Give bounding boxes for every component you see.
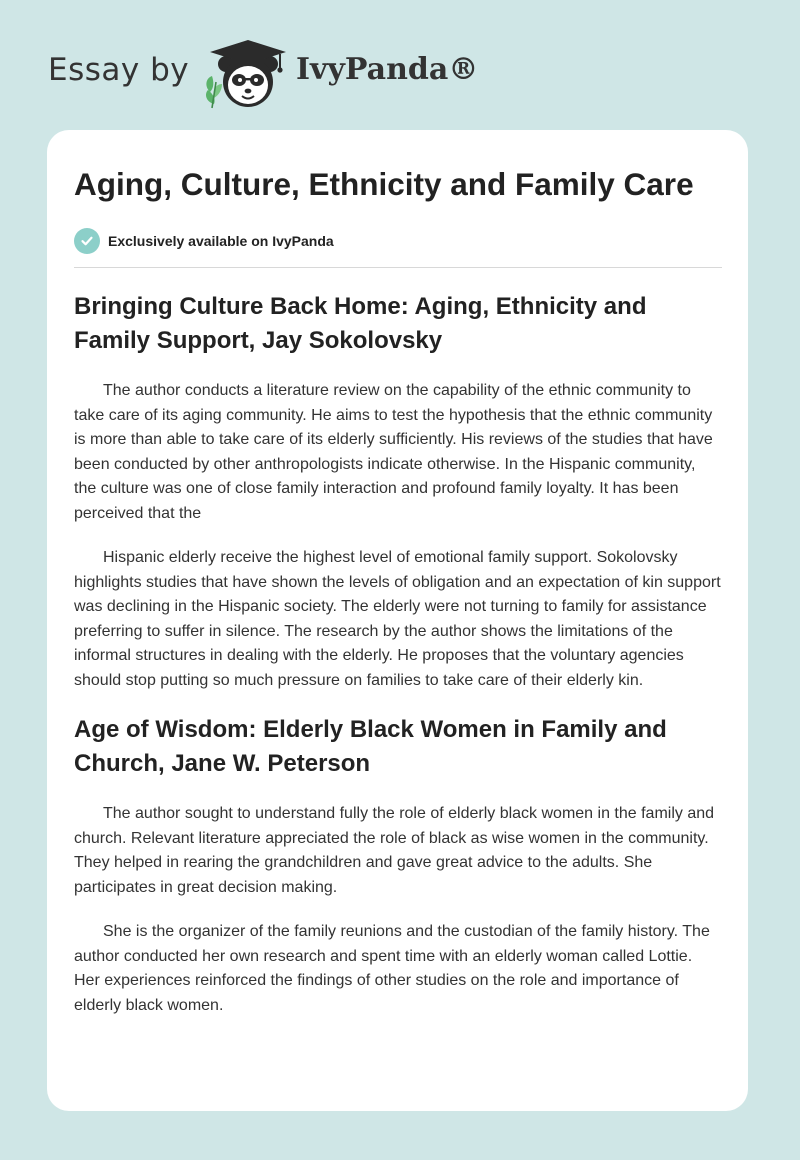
paragraph: The author sought to understand fully the role of elderly black women in the family and church. Relevant literature appreciated the role of black as wise women in the community. They helped in rearing the grandchildren and gave great advice to the adults. She participates in great decision making. xyxy=(74,805,715,896)
paragraph: The author conducts a literature review on the capability of the ethnic community to take care of its aging community. He aims to test the hypothesis that the ethnic community is more than able to take care of its elderly sufficiently. His reviews of the studies that have been conducted by other anthropologists indicate otherwise. In the Hispanic community, the culture was one of close family interaction and profound family loyalty. It has been perceived that the xyxy=(74,382,713,522)
divider xyxy=(74,267,722,268)
section-heading: Bringing Culture Back Home: Aging, Ethnicity and Family Support, Jay Sokolovsky xyxy=(74,293,647,354)
panda-graduate-icon xyxy=(200,34,292,110)
check-icon xyxy=(74,228,100,254)
brand-name: IvyPanda® xyxy=(296,52,479,87)
paragraph: Hispanic elderly receive the highest level of emotional family support. Sokolovsky highlights studies that have shown the levels of obligation and an expectation of kin support was declining in the Hispanic society. The elderly were not turning to family for assistance preferring to suffer in silence. The research by the author shows the limitations of the informal structures in dealing with the elderly. He proposes that the voluntary agencies should stop putting so much pressure on families to take care of their elderly kin. xyxy=(74,549,721,689)
paragraph: She is the organizer of the family reunions and the custodian of the family history. The author conducted her own research and spent time with an elderly woman called Lottie. Her experiences reinforced the findings of other studies on the role and importance of elderly black women. xyxy=(74,923,710,1014)
section-heading: Age of Wisdom: Elderly Black Women in Family and Church, Jane W. Peterson xyxy=(74,716,667,777)
exclusive-label: Exclusively available on IvyPanda xyxy=(108,233,334,249)
essay-card xyxy=(47,130,748,1111)
exclusive-badge xyxy=(74,227,722,255)
brand-prefix: Essay by xyxy=(48,52,190,88)
site-brand[interactable] xyxy=(48,30,508,110)
essay-title: Aging, Culture, Ethnicity and Family Care xyxy=(74,166,694,202)
